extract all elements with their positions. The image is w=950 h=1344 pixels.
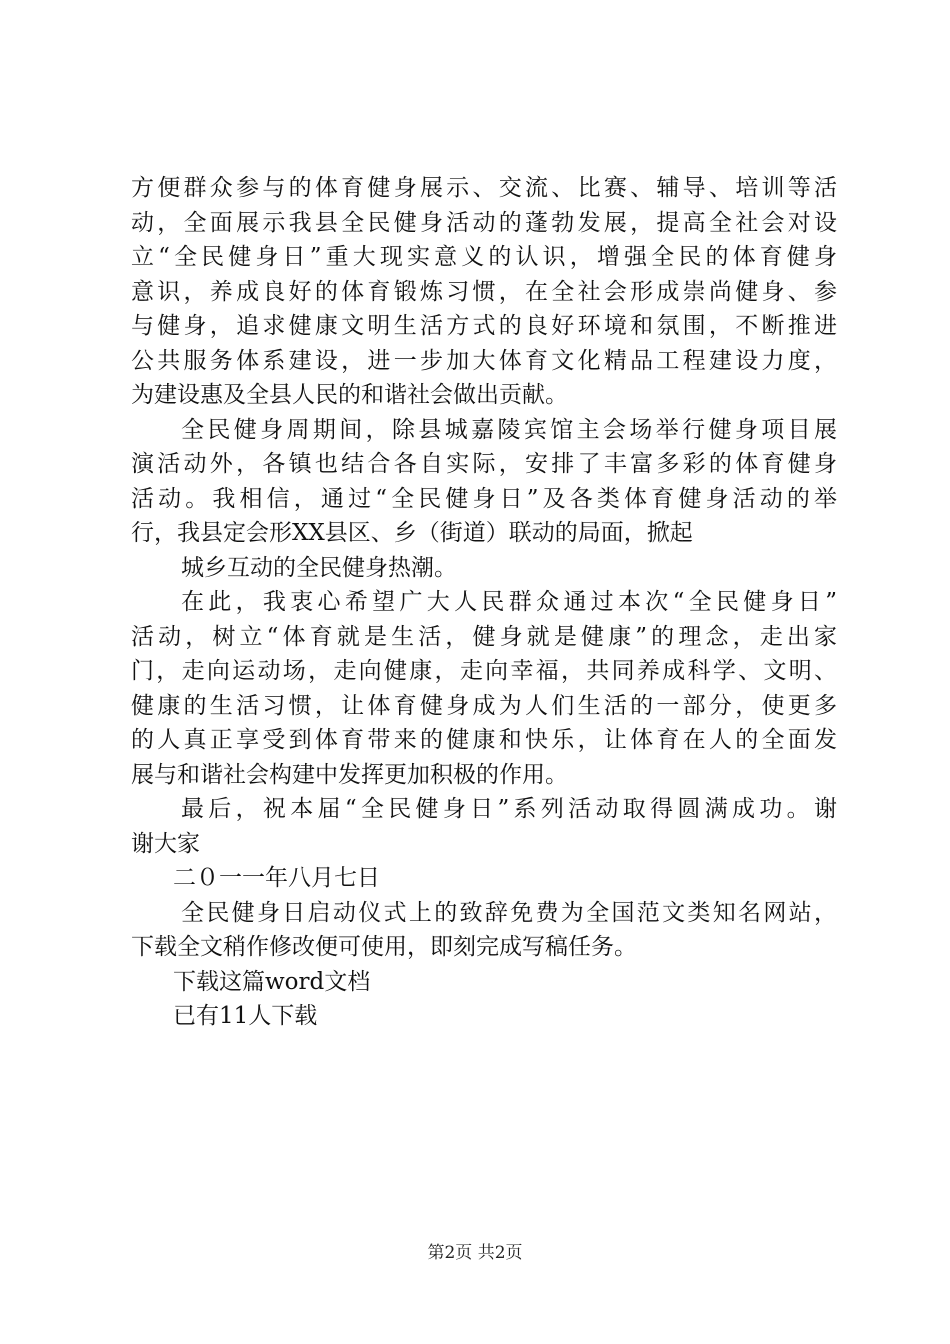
text-line: 二０一一年八月七日 <box>173 865 380 891</box>
text-line: 已有11人下载 <box>173 1003 318 1029</box>
document-body <box>131 171 837 1034</box>
text-line: 演活动外，各镇也结合各自实际，安排了丰富多彩的体育健身 <box>131 451 837 477</box>
text-line: 展与和谐社会构建中发挥更加积极的作用。 <box>131 761 568 788</box>
text-line: 意识，养成良好的体育锻炼习惯，在全社会形成崇尚健身、参 <box>131 278 837 305</box>
text-line: 的人真正享受到体育带来的健康和快乐，让体育在人的全面发 <box>131 727 837 753</box>
text-line: 谢大家 <box>131 830 200 857</box>
page-footer: 第2页 共2页 <box>427 1243 523 1263</box>
text-line: 门，走向运动场，走向健康，走向幸福，共同养成科学、文明、 <box>131 658 837 684</box>
text-line: 方便群众参与的体育健身展示、交流、比赛、辅导、培训等活 <box>131 175 837 201</box>
text-line: 与健身，追求健康文明生活方式的良好环境和氛围，不断推进 <box>131 313 837 339</box>
text-line: 下载全文稍作修改便可使用，即刻完成写稿任务。 <box>131 934 637 960</box>
text-line: 下载这篇word文档 <box>173 968 371 995</box>
text-line: 活动。我相信，通过“全民健身日”及各类体育健身活动的举 <box>131 485 837 512</box>
text-line: 动，全面展示我县全民健身活动的蓬勃发展，提高全社会对设 <box>131 209 837 236</box>
text-line: 立“全民健身日”重大现实意义的认识，增强全民的体育健身 <box>131 244 837 270</box>
text-line: 在此，我衷心希望广大人民群众通过本次“全民健身日” <box>181 589 837 615</box>
text-line: 活动，树立“体育就是生活，健身就是健康”的理念，走出家 <box>131 623 837 650</box>
text-line: 公共服务体系建设，进一步加大体育文化精品工程建设力度， <box>131 347 837 374</box>
text-line: 健康的生活习惯，让体育健身成为人们生活的一部分，使更多 <box>131 692 837 719</box>
text-line: 行，我县定会形XX县区、乡（街道）联动的局面，掀起 <box>131 520 693 546</box>
text-line: 最后，祝本届“全民健身日”系列活动取得圆满成功。谢 <box>181 796 837 822</box>
text-line: 城乡互动的全民健身热潮。 <box>181 554 457 581</box>
text-line: 全民健身日启动仪式上的致辞免费为全国范文类知名网站， <box>181 899 837 926</box>
text-line: 全民健身周期间，除县城嘉陵宾馆主会场举行健身项目展 <box>181 416 837 443</box>
text-line: 为建设惠及全县人民的和谐社会做出贡献。 <box>131 382 568 408</box>
